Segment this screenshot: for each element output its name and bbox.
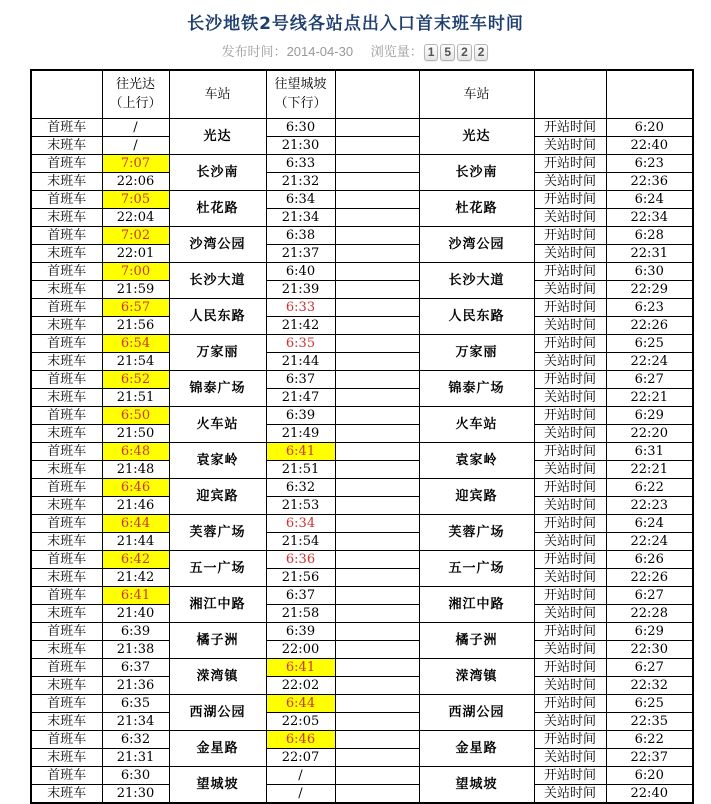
down-first-time: 6:44 bbox=[266, 694, 335, 712]
up-last-time: 21:50 bbox=[102, 424, 169, 442]
station-name-right: 迎宾路 bbox=[419, 478, 534, 514]
down-direction-line2: （下行） bbox=[274, 96, 327, 112]
spacer-cell bbox=[335, 514, 419, 532]
last-train-label: 末班车 bbox=[31, 784, 102, 803]
gate-open-time: 6:20 bbox=[606, 118, 693, 136]
gate-open-time: 6:20 bbox=[606, 766, 693, 784]
up-first-time: 6:48 bbox=[102, 442, 169, 460]
station-name-right: 袁家岭 bbox=[419, 442, 534, 478]
spacer-cell bbox=[335, 784, 419, 803]
gate-open-label: 开站时间 bbox=[534, 370, 606, 388]
up-last-time: / bbox=[102, 136, 169, 154]
up-last-time: 21:34 bbox=[102, 712, 169, 730]
first-train-label: 首班车 bbox=[31, 226, 102, 244]
gate-close-time: 22:34 bbox=[606, 208, 693, 226]
gate-open-label: 开站时间 bbox=[534, 190, 606, 208]
down-last-time: / bbox=[266, 784, 335, 803]
down-first-time: 6:34 bbox=[266, 190, 335, 208]
up-first-time: 6:39 bbox=[102, 622, 169, 640]
up-last-time: 21:56 bbox=[102, 316, 169, 334]
spacer-cell bbox=[335, 172, 419, 190]
gate-close-time: 22:36 bbox=[606, 172, 693, 190]
down-first-time: 6:32 bbox=[266, 478, 335, 496]
gate-open-time: 6:31 bbox=[606, 442, 693, 460]
last-train-label: 末班车 bbox=[31, 460, 102, 478]
station-name-right: 杜花路 bbox=[419, 190, 534, 226]
spacer-cell bbox=[335, 460, 419, 478]
down-last-time: 21:37 bbox=[266, 244, 335, 262]
gate-open-label: 开站时间 bbox=[534, 406, 606, 424]
spacer-cell bbox=[335, 226, 419, 244]
station-name-right: 光达 bbox=[419, 118, 534, 154]
gate-open-time: 6:28 bbox=[606, 226, 693, 244]
last-train-label: 末班车 bbox=[31, 352, 102, 370]
down-first-time: 6:33 bbox=[266, 154, 335, 172]
spacer-cell bbox=[335, 190, 419, 208]
up-first-time: 6:44 bbox=[102, 514, 169, 532]
gate-open-time: 6:27 bbox=[606, 658, 693, 676]
up-last-time: 21:59 bbox=[102, 280, 169, 298]
gate-open-time: 6:26 bbox=[606, 550, 693, 568]
station-name-right: 望城坡 bbox=[419, 766, 534, 803]
spacer-cell bbox=[335, 586, 419, 604]
gate-open-time: 6:30 bbox=[606, 262, 693, 280]
first-train-label: 首班车 bbox=[31, 154, 102, 172]
station-name-right: 五一广场 bbox=[419, 550, 534, 586]
gate-close-time: 22:31 bbox=[606, 244, 693, 262]
spacer-cell bbox=[335, 712, 419, 730]
spacer-cell bbox=[335, 532, 419, 550]
last-train-label: 末班车 bbox=[31, 316, 102, 334]
down-last-time: 21:30 bbox=[266, 136, 335, 154]
down-last-time: 22:07 bbox=[266, 748, 335, 766]
up-direction-line1: 往光达 bbox=[115, 77, 155, 93]
gate-open-label: 开站时间 bbox=[534, 694, 606, 712]
gate-close-time: 22:37 bbox=[606, 748, 693, 766]
up-first-time: 6:42 bbox=[102, 550, 169, 568]
station-name-left: 杜花路 bbox=[169, 190, 266, 226]
spacer-cell bbox=[335, 298, 419, 316]
last-train-label: 末班车 bbox=[31, 280, 102, 298]
down-first-time: 6:38 bbox=[266, 226, 335, 244]
gate-close-time: 22:24 bbox=[606, 532, 693, 550]
meta-bar bbox=[0, 43, 711, 61]
timetable-header bbox=[31, 70, 693, 118]
gate-close-time: 22:24 bbox=[606, 352, 693, 370]
up-first-time: / bbox=[102, 118, 169, 136]
gate-close-label: 关站时间 bbox=[534, 496, 606, 514]
down-first-time: 6:41 bbox=[266, 442, 335, 460]
gate-open-time: 6:25 bbox=[606, 694, 693, 712]
down-first-time: 6:39 bbox=[266, 406, 335, 424]
spacer-cell bbox=[335, 406, 419, 424]
station-header-right: 车站 bbox=[419, 70, 534, 118]
station-name-left: 西湖公园 bbox=[169, 694, 266, 730]
up-first-time: 6:50 bbox=[102, 406, 169, 424]
last-train-label: 末班车 bbox=[31, 676, 102, 694]
spacer-cell bbox=[335, 118, 419, 136]
gate-open-time: 6:22 bbox=[606, 478, 693, 496]
gate-close-time: 22:40 bbox=[606, 136, 693, 154]
publish-date: 2014-04-30 bbox=[286, 44, 354, 59]
up-last-time: 21:44 bbox=[102, 532, 169, 550]
up-first-time: 6:37 bbox=[102, 658, 169, 676]
up-first-time: 7:00 bbox=[102, 262, 169, 280]
station-name-right: 溁湾镇 bbox=[419, 658, 534, 694]
up-first-time: 7:02 bbox=[102, 226, 169, 244]
up-first-time: 6:57 bbox=[102, 298, 169, 316]
up-last-time: 21:31 bbox=[102, 748, 169, 766]
first-train-label: 首班车 bbox=[31, 730, 102, 748]
up-first-time: 6:41 bbox=[102, 586, 169, 604]
first-train-label: 首班车 bbox=[31, 262, 102, 280]
down-last-time: 21:39 bbox=[266, 280, 335, 298]
station-name-left: 人民东路 bbox=[169, 298, 266, 334]
gate-close-label: 关站时间 bbox=[534, 532, 606, 550]
gate-open-label: 开站时间 bbox=[534, 550, 606, 568]
down-last-time: 21:51 bbox=[266, 460, 335, 478]
spacer-header-cell bbox=[335, 70, 419, 118]
down-last-time: 21:34 bbox=[266, 208, 335, 226]
gate-close-time: 22:21 bbox=[606, 460, 693, 478]
last-train-label: 末班车 bbox=[31, 424, 102, 442]
down-last-time: 21:53 bbox=[266, 496, 335, 514]
spacer-cell bbox=[335, 442, 419, 460]
gate-open-time: 6:22 bbox=[606, 730, 693, 748]
page-title: 长沙地铁2号线各站点出入口首末班车时间 bbox=[187, 14, 524, 34]
spacer-cell bbox=[335, 550, 419, 568]
gate-close-label: 关站时间 bbox=[534, 244, 606, 262]
down-first-time: 6:30 bbox=[266, 118, 335, 136]
station-name-left: 沙湾公园 bbox=[169, 226, 266, 262]
first-train-label: 首班车 bbox=[31, 442, 102, 460]
station-name-right: 人民东路 bbox=[419, 298, 534, 334]
first-train-label: 首班车 bbox=[31, 478, 102, 496]
up-first-time: 6:46 bbox=[102, 478, 169, 496]
spacer-cell bbox=[335, 280, 419, 298]
gate-close-time: 22:40 bbox=[606, 784, 693, 803]
up-first-time: 6:52 bbox=[102, 370, 169, 388]
last-train-label: 末班车 bbox=[31, 172, 102, 190]
first-train-label: 首班车 bbox=[31, 298, 102, 316]
gate-open-time: 6:23 bbox=[606, 298, 693, 316]
up-last-time: 21:42 bbox=[102, 568, 169, 586]
down-last-time: 21:32 bbox=[266, 172, 335, 190]
station-name-left: 五一广场 bbox=[169, 550, 266, 586]
timetable bbox=[30, 69, 694, 804]
gate-open-label: 开站时间 bbox=[534, 622, 606, 640]
station-name-right: 湘江中路 bbox=[419, 586, 534, 622]
gate-open-time: 6:29 bbox=[606, 622, 693, 640]
first-train-label: 首班车 bbox=[31, 694, 102, 712]
last-train-label: 末班车 bbox=[31, 496, 102, 514]
station-name-right: 锦泰广场 bbox=[419, 370, 534, 406]
gate-close-label: 关站时间 bbox=[534, 676, 606, 694]
gate-close-time: 22:28 bbox=[606, 604, 693, 622]
spacer-cell bbox=[335, 316, 419, 334]
up-last-time: 21:36 bbox=[102, 676, 169, 694]
last-train-label: 末班车 bbox=[31, 604, 102, 622]
spacer-cell bbox=[335, 658, 419, 676]
gate-open-label: 开站时间 bbox=[534, 262, 606, 280]
up-first-time: 7:07 bbox=[102, 154, 169, 172]
first-train-label: 首班车 bbox=[31, 406, 102, 424]
station-name-right: 沙湾公园 bbox=[419, 226, 534, 262]
station-name-left: 锦泰广场 bbox=[169, 370, 266, 406]
down-last-time: 21:56 bbox=[266, 568, 335, 586]
gate-open-label: 开站时间 bbox=[534, 154, 606, 172]
last-train-label: 末班车 bbox=[31, 244, 102, 262]
station-name-left: 光达 bbox=[169, 118, 266, 154]
spacer-cell bbox=[335, 424, 419, 442]
station-name-left: 望城坡 bbox=[169, 766, 266, 803]
last-train-label: 末班车 bbox=[31, 712, 102, 730]
first-train-label: 首班车 bbox=[31, 550, 102, 568]
spacer-cell bbox=[335, 370, 419, 388]
down-first-time: 6:33 bbox=[266, 298, 335, 316]
up-direction-line2: （上行） bbox=[109, 96, 162, 112]
station-name-right: 橘子洲 bbox=[419, 622, 534, 658]
gate-open-label: 开站时间 bbox=[534, 226, 606, 244]
down-first-time: / bbox=[266, 766, 335, 784]
gate-close-label: 关站时间 bbox=[534, 604, 606, 622]
up-last-time: 22:04 bbox=[102, 208, 169, 226]
down-last-time: 21:54 bbox=[266, 532, 335, 550]
first-train-label: 首班车 bbox=[31, 370, 102, 388]
view-count-digit: 2 bbox=[457, 44, 472, 61]
first-train-label: 首班车 bbox=[31, 190, 102, 208]
down-first-time: 6:41 bbox=[266, 658, 335, 676]
spacer-cell bbox=[335, 388, 419, 406]
gate-open-label: 开站时间 bbox=[534, 766, 606, 784]
gate-open-label: 开站时间 bbox=[534, 478, 606, 496]
gate-open-label: 开站时间 bbox=[534, 658, 606, 676]
gate-open-label: 开站时间 bbox=[534, 334, 606, 352]
spacer-cell bbox=[335, 244, 419, 262]
spacer-cell bbox=[335, 604, 419, 622]
last-train-label: 末班车 bbox=[31, 568, 102, 586]
down-first-time: 6:37 bbox=[266, 586, 335, 604]
up-last-time: 21:54 bbox=[102, 352, 169, 370]
gate-close-label: 关站时间 bbox=[534, 460, 606, 478]
spacer-cell bbox=[335, 496, 419, 514]
gate-close-time: 22:20 bbox=[606, 424, 693, 442]
gate-open-time: 6:25 bbox=[606, 334, 693, 352]
spacer-cell bbox=[335, 766, 419, 784]
spacer-cell bbox=[335, 568, 419, 586]
station-name-right: 芙蓉广场 bbox=[419, 514, 534, 550]
spacer-cell bbox=[335, 262, 419, 280]
gate-open-label: 开站时间 bbox=[534, 514, 606, 532]
view-count-digit: 1 bbox=[424, 44, 439, 61]
station-name-right: 长沙大道 bbox=[419, 262, 534, 298]
gate-close-time: 22:23 bbox=[606, 496, 693, 514]
up-last-time: 21:46 bbox=[102, 496, 169, 514]
station-name-left: 袁家岭 bbox=[169, 442, 266, 478]
corner-header-cell bbox=[31, 70, 102, 118]
up-last-time: 21:30 bbox=[102, 784, 169, 803]
spacer-cell bbox=[335, 748, 419, 766]
up-first-time: 6:32 bbox=[102, 730, 169, 748]
up-direction-header bbox=[102, 70, 169, 118]
up-last-time: 22:01 bbox=[102, 244, 169, 262]
spacer-cell bbox=[335, 622, 419, 640]
station-name-left: 迎宾路 bbox=[169, 478, 266, 514]
gate-close-label: 关站时间 bbox=[534, 280, 606, 298]
station-name-left: 橘子洲 bbox=[169, 622, 266, 658]
down-first-time: 6:36 bbox=[266, 550, 335, 568]
down-first-time: 6:46 bbox=[266, 730, 335, 748]
view-count-digit: 2 bbox=[474, 44, 489, 61]
station-name-right: 金星路 bbox=[419, 730, 534, 766]
gate-open-time: 6:24 bbox=[606, 514, 693, 532]
spacer-cell bbox=[335, 136, 419, 154]
down-last-time: 21:47 bbox=[266, 388, 335, 406]
gate-open-time: 6:23 bbox=[606, 154, 693, 172]
first-train-label: 首班车 bbox=[31, 658, 102, 676]
gate-open-label: 开站时间 bbox=[534, 730, 606, 748]
first-train-label: 首班车 bbox=[31, 622, 102, 640]
spacer-cell bbox=[335, 730, 419, 748]
station-name-left: 芙蓉广场 bbox=[169, 514, 266, 550]
station-name-left: 长沙南 bbox=[169, 154, 266, 190]
up-first-time: 6:35 bbox=[102, 694, 169, 712]
gate-close-time: 22:30 bbox=[606, 640, 693, 658]
down-direction-header bbox=[266, 70, 335, 118]
gate-open-label: 开站时间 bbox=[534, 298, 606, 316]
gate-close-time: 22:21 bbox=[606, 388, 693, 406]
gate-close-label: 关站时间 bbox=[534, 784, 606, 803]
gate-open-time: 6:27 bbox=[606, 370, 693, 388]
gate-close-time: 22:32 bbox=[606, 676, 693, 694]
timetable-body bbox=[31, 118, 693, 803]
station-name-right: 西湖公园 bbox=[419, 694, 534, 730]
down-first-time: 6:35 bbox=[266, 334, 335, 352]
view-count-digit: 5 bbox=[440, 44, 455, 61]
spacer-cell bbox=[335, 676, 419, 694]
last-train-label: 末班车 bbox=[31, 208, 102, 226]
gate-label-header-cell bbox=[534, 70, 606, 118]
gate-time-header-cell bbox=[606, 70, 693, 118]
station-name-left: 湘江中路 bbox=[169, 586, 266, 622]
down-first-time: 6:34 bbox=[266, 514, 335, 532]
gate-close-label: 关站时间 bbox=[534, 568, 606, 586]
gate-close-label: 关站时间 bbox=[534, 352, 606, 370]
down-last-time: 21:58 bbox=[266, 604, 335, 622]
station-header-left: 车站 bbox=[169, 70, 266, 118]
last-train-label: 末班车 bbox=[31, 388, 102, 406]
up-last-time: 21:38 bbox=[102, 640, 169, 658]
down-last-time: 21:44 bbox=[266, 352, 335, 370]
gate-close-label: 关站时间 bbox=[534, 712, 606, 730]
first-train-label: 首班车 bbox=[31, 766, 102, 784]
gate-close-label: 关站时间 bbox=[534, 424, 606, 442]
down-first-time: 6:40 bbox=[266, 262, 335, 280]
spacer-cell bbox=[335, 640, 419, 658]
down-first-time: 6:39 bbox=[266, 622, 335, 640]
down-last-time: 21:42 bbox=[266, 316, 335, 334]
spacer-cell bbox=[335, 694, 419, 712]
gate-close-time: 22:26 bbox=[606, 316, 693, 334]
station-name-left: 长沙大道 bbox=[169, 262, 266, 298]
down-last-time: 22:00 bbox=[266, 640, 335, 658]
gate-close-time: 22:35 bbox=[606, 712, 693, 730]
up-first-time: 6:54 bbox=[102, 334, 169, 352]
station-name-right: 火车站 bbox=[419, 406, 534, 442]
down-last-time: 22:05 bbox=[266, 712, 335, 730]
spacer-cell bbox=[335, 334, 419, 352]
last-train-label: 末班车 bbox=[31, 532, 102, 550]
down-direction-line1: 往望城坡 bbox=[274, 77, 327, 93]
gate-open-label: 开站时间 bbox=[534, 118, 606, 136]
gate-close-label: 关站时间 bbox=[534, 388, 606, 406]
gate-close-time: 22:29 bbox=[606, 280, 693, 298]
station-name-right: 长沙南 bbox=[419, 154, 534, 190]
up-last-time: 21:40 bbox=[102, 604, 169, 622]
last-train-label: 末班车 bbox=[31, 748, 102, 766]
up-last-time: 21:51 bbox=[102, 388, 169, 406]
gate-close-label: 关站时间 bbox=[534, 640, 606, 658]
gate-open-label: 开站时间 bbox=[534, 586, 606, 604]
gate-open-time: 6:27 bbox=[606, 586, 693, 604]
up-last-time: 21:48 bbox=[102, 460, 169, 478]
station-name-left: 金星路 bbox=[169, 730, 266, 766]
up-last-time: 22:06 bbox=[102, 172, 169, 190]
view-counter bbox=[423, 44, 490, 59]
first-train-label: 首班车 bbox=[31, 118, 102, 136]
gate-close-label: 关站时间 bbox=[534, 172, 606, 190]
spacer-cell bbox=[335, 352, 419, 370]
publish-time-label: 发布时间： bbox=[221, 44, 287, 59]
gate-close-label: 关站时间 bbox=[534, 316, 606, 334]
gate-close-time: 22:26 bbox=[606, 568, 693, 586]
spacer-cell bbox=[335, 208, 419, 226]
gate-close-label: 关站时间 bbox=[534, 748, 606, 766]
station-name-left: 火车站 bbox=[169, 406, 266, 442]
up-first-time: 7:05 bbox=[102, 190, 169, 208]
first-train-label: 首班车 bbox=[31, 586, 102, 604]
down-last-time: 22:02 bbox=[266, 676, 335, 694]
spacer-cell bbox=[335, 478, 419, 496]
up-first-time: 6:30 bbox=[102, 766, 169, 784]
gate-open-time: 6:29 bbox=[606, 406, 693, 424]
station-name-right: 万家丽 bbox=[419, 334, 534, 370]
down-last-time: 21:49 bbox=[266, 424, 335, 442]
last-train-label: 末班车 bbox=[31, 640, 102, 658]
gate-open-time: 6:24 bbox=[606, 190, 693, 208]
station-name-left: 万家丽 bbox=[169, 334, 266, 370]
down-first-time: 6:37 bbox=[266, 370, 335, 388]
views-label: 浏览量： bbox=[370, 44, 423, 59]
gate-open-label: 开站时间 bbox=[534, 442, 606, 460]
spacer-cell bbox=[335, 154, 419, 172]
last-train-label: 末班车 bbox=[31, 136, 102, 154]
gate-close-label: 关站时间 bbox=[534, 208, 606, 226]
first-train-label: 首班车 bbox=[31, 514, 102, 532]
first-train-label: 首班车 bbox=[31, 334, 102, 352]
gate-close-label: 关站时间 bbox=[534, 136, 606, 154]
station-name-left: 溁湾镇 bbox=[169, 658, 266, 694]
